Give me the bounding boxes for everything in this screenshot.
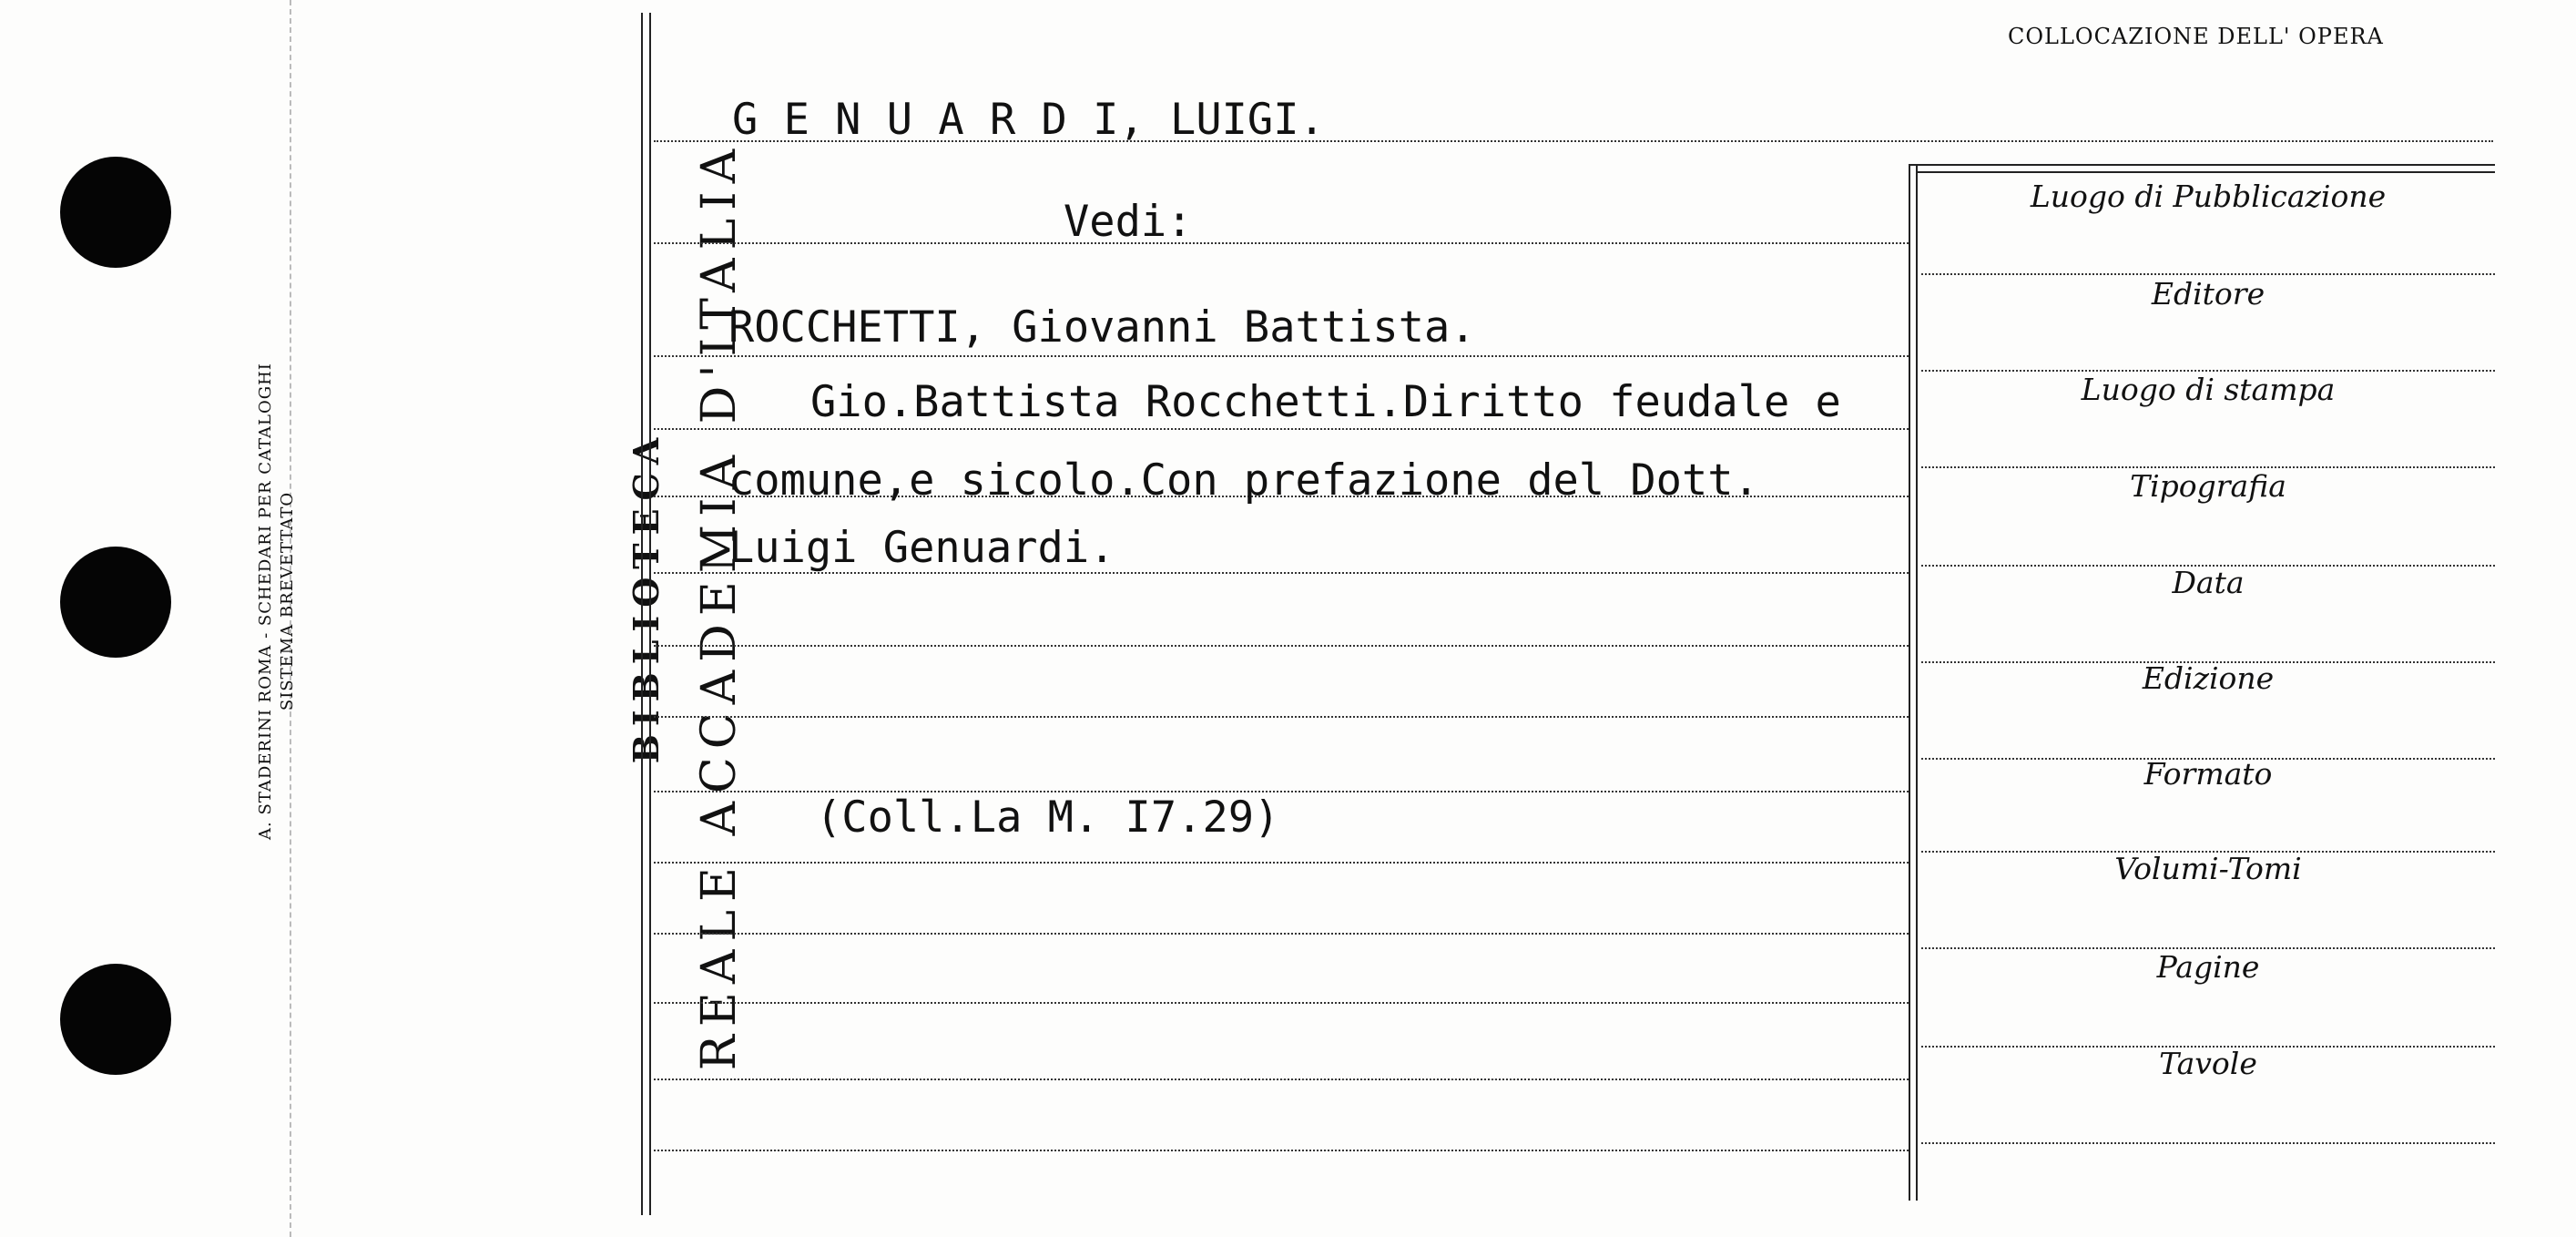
writing-line [654, 862, 1909, 864]
punch-hole-bottom [60, 964, 171, 1075]
field-label-tipografia: Tipografia [2130, 468, 2286, 504]
writing-line [654, 1079, 1909, 1080]
author-name: ROCCHETTI, Giovanni Battista. [728, 302, 1476, 353]
see-reference: Vedi: [1064, 197, 1193, 247]
field-label-data: Data [2172, 565, 2245, 600]
punch-hole-top [60, 157, 171, 268]
field-line [1921, 1142, 2495, 1144]
collocazione-label: COLLOCAZIONE DELL' OPERA [2008, 24, 2384, 49]
department-name: BIBLIOTECA [626, 429, 667, 764]
title-line-3: Luigi Genuardi. [728, 523, 1115, 573]
writing-line [654, 1002, 1909, 1004]
field-label-editore: Editore [2151, 276, 2265, 312]
title-line-2: comune,e sicolo.Con prefazione del Dott. [728, 455, 1759, 506]
title-line-1: Gio.Battista Rocchetti.Diritto feudale e [810, 377, 1841, 427]
main-rule-outer [641, 13, 643, 1215]
field-label-edizione: Edizione [2142, 660, 2275, 696]
field-panel-top-rule-2 [1916, 171, 2495, 173]
main-rule-inner [649, 13, 651, 1215]
field-panel-rule-outer [1909, 166, 1910, 1201]
maker-line-2: SISTEMA BREVETTATO [278, 491, 297, 711]
call-number: (Coll.La M. I7.29) [816, 792, 1280, 843]
writing-line [654, 716, 1909, 718]
field-label-volumi-tomi: Volumi-Tomi [2114, 851, 2302, 886]
writing-line [654, 933, 1909, 935]
punch-hole-middle [60, 547, 171, 658]
heading-name: G E N U A R D I, LUIGI. [732, 95, 1325, 145]
writing-line [654, 428, 1909, 430]
writing-line [654, 645, 1909, 647]
field-panel-top-rule [1909, 164, 2495, 166]
writing-line [654, 355, 1909, 357]
field-label-pagine: Pagine [2156, 949, 2260, 985]
writing-line [654, 242, 1909, 244]
maker-imprint [255, 282, 310, 920]
maker-line-1: A. STADERINI ROMA - SCHEDARI PER CATALOGHI [256, 363, 275, 840]
institution-name: REALE ACCADEMIA D'ITALIA [692, 140, 747, 1071]
field-label-formato: Formato [2143, 756, 2273, 792]
field-label-luogo-pubblicazione: Luogo di Pubblicazione [2030, 179, 2387, 214]
field-line [1921, 273, 2495, 275]
field-label-luogo-stampa: Luogo di stampa [2081, 372, 2336, 407]
writing-line [654, 1150, 1909, 1151]
field-label-tavole: Tavole [2159, 1046, 2257, 1081]
